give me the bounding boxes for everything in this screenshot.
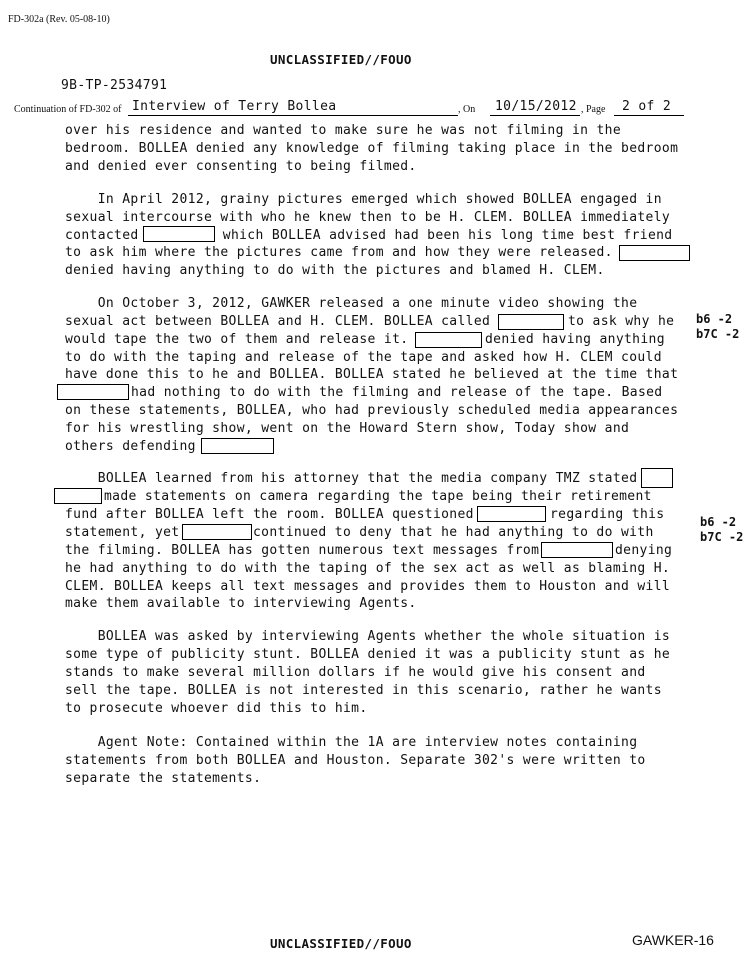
redaction-code-b7c: b7C -2 <box>700 530 744 544</box>
p2-line-2: sexual intercourse with who he knew then to be H. CLEM. BOLLEA immediately <box>65 210 671 225</box>
redaction-box <box>498 314 564 330</box>
file-number: 9B-TP-2534791 <box>61 78 168 93</box>
classification-bottom: UNCLASSIFIED//FOUO <box>270 936 412 951</box>
redaction-box <box>182 524 252 540</box>
classification-top: UNCLASSIFIED//FOUO <box>270 52 412 67</box>
p1-line-2: bedroom. BOLLEA denied any knowledge of filming taking place in the bedroom <box>65 141 679 156</box>
date-field: 10/15/2012 <box>495 99 577 114</box>
date-underline <box>490 115 580 116</box>
p5-line-3: stands to make several million dollars if he would give his consent and <box>65 665 646 680</box>
p3-line-1: On October 3, 2012, GAWKER released a one minute video showing the <box>65 296 638 311</box>
p6-line-3: separate the statements. <box>65 771 262 786</box>
p2-line-4-a: to ask him where the pictures came from and how they were released. <box>65 245 613 260</box>
p4-line-2: made statements on camera regarding the tape being their retirement <box>104 489 652 504</box>
p2-line-1: In April 2012, grainy pictures emerged which showed BOLLEA engaged in <box>65 192 662 207</box>
continuation-label: Continuation of FD-302 of <box>14 104 122 115</box>
p4-line-3: fund after BOLLEA left the room. BOLLEA questioned <box>65 507 474 522</box>
p2-line-3 <box>65 226 673 244</box>
p2-line-4 <box>65 244 613 262</box>
p3-line-3: would tape the two of them and release it. <box>65 332 409 347</box>
redaction-code-b6: b6 -2 <box>696 312 733 326</box>
bates-number: GAWKER-16 <box>632 932 714 948</box>
p4-line-5-b: denying <box>615 543 673 558</box>
p3-line-5: have done this to he and BOLLEA. BOLLEA stated he believed at the time that <box>65 367 679 382</box>
page-field: 2 of 2 <box>622 99 672 114</box>
p5-line-2: some type of publicity stunt. BOLLEA denied it was a publicity stunt as he <box>65 647 671 662</box>
redaction-box <box>415 332 482 348</box>
p2-line-3-b: which BOLLEA advised had been his long time best friend <box>214 228 673 243</box>
p5-line-1: BOLLEA was asked by interviewing Agents whether the whole situation is <box>65 629 671 644</box>
p4-line-4: statement, yet <box>65 525 180 540</box>
redaction-box <box>57 384 129 400</box>
redaction-box <box>143 226 215 242</box>
subject-underline <box>128 115 458 116</box>
redaction-box <box>477 506 546 522</box>
p1-line-1: over his residence and wanted to make sure he was not filming in the <box>65 123 622 138</box>
redaction-box <box>201 438 274 454</box>
p4-line-1: BOLLEA learned from his attorney that the media company TMZ stated <box>65 471 638 486</box>
redaction-box <box>54 488 102 504</box>
p3-line-2-a: sexual act between BOLLEA and H. CLEM. BOLLEA called <box>65 314 491 329</box>
p6-line-2: statements from both BOLLEA and Houston. Separate 302's were written to <box>65 753 646 768</box>
p3-line-2 <box>65 313 490 331</box>
subject-field: Interview of Terry Bollea <box>132 99 337 114</box>
p3-line-8: for his wrestling show, went on the Howard Stern show, Today show and <box>65 421 630 436</box>
p2-line-3-a: contacted <box>65 228 139 243</box>
p4-line-4-b: continued to deny that he had anything to do with <box>253 525 654 540</box>
p3-line-2-b: to ask why he <box>568 314 675 329</box>
redaction-box <box>641 468 673 488</box>
p4-line-8: make them available to interviewing Agents. <box>65 596 417 611</box>
p6-line-1: Agent Note: Contained within the 1A are interview notes containing <box>65 735 638 750</box>
p3-line-7: on these statements, BOLLEA, who had previously scheduled media appearances <box>65 403 679 418</box>
page-underline <box>614 115 684 116</box>
redaction-box <box>619 245 690 261</box>
redaction-code-b7c: b7C -2 <box>696 327 740 341</box>
p4-line-5: the filming. BOLLEA has gotten numerous text messages from <box>65 543 540 558</box>
on-label: , On <box>458 104 476 115</box>
p3-line-4: to do with the taping and release of the tape and asked how H. CLEM could <box>65 350 662 365</box>
p4-line-3-b: regarding this <box>550 507 665 522</box>
redaction-code-b6: b6 -2 <box>700 515 737 529</box>
page-label: , Page <box>581 104 606 115</box>
p1-line-3: and denied ever consenting to being filmed. <box>65 159 417 174</box>
p5-line-5: to prosecute whoever did this to him. <box>65 701 368 716</box>
p3-line-3-b: denied having anything <box>485 332 665 347</box>
p3-line-9: others defending <box>65 439 196 454</box>
p5-line-4: sell the tape. BOLLEA is not interested in this scenario, rather he wants <box>65 683 662 698</box>
p4-line-6: he had anything to do with the taping of the sex act as well as blaming H. <box>65 561 671 576</box>
redaction-box <box>541 542 613 558</box>
form-id: FD-302a (Rev. 05-08-10) <box>8 14 110 25</box>
p3-line-6: had nothing to do with the filming and release of the tape. Based <box>131 385 663 400</box>
p2-line-5: denied having anything to do with the pictures and blamed H. CLEM. <box>65 263 605 278</box>
p4-line-7: CLEM. BOLLEA keeps all text messages and provides them to Houston and will <box>65 579 671 594</box>
